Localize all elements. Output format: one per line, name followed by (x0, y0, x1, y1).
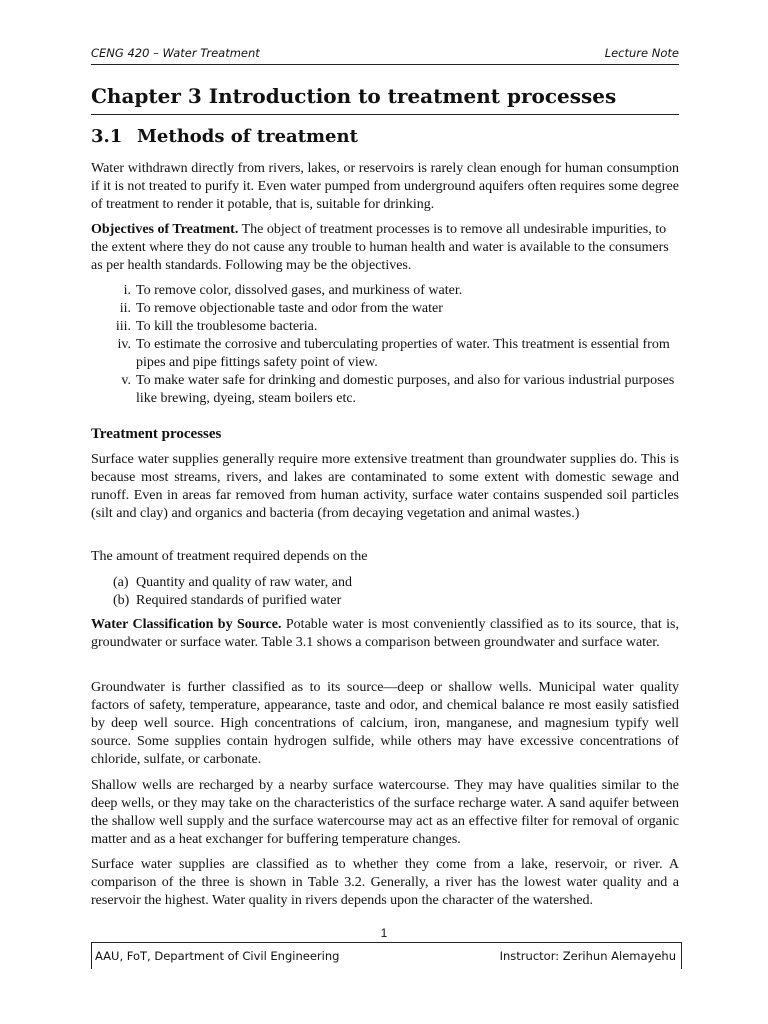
list-item (113, 574, 673, 592)
shallow-wells-text: Shallow wells are recharged by a nearby surface watercourse. They may have qualities similar to the deep wells, or they may take on the characteristics of the surface recharge water. A sand aquifer between the shallow well supply and the surface watercourse may act as an effective filter for removal of organic matter and as a heat exchanger for buffering temperature changes. (91, 778, 679, 847)
amount-text: The amount of treatment required depends on the (91, 549, 368, 564)
list-marker: i. (123, 283, 131, 298)
list-marker: iii. (115, 319, 131, 334)
classification-lead: Water Classification by Source. (91, 617, 282, 632)
footer-instructor: Instructor: Zerihun Alemayehu (499, 949, 676, 963)
amount-list (113, 574, 673, 610)
list-marker: (b) (113, 593, 130, 608)
groundwater-paragraph (91, 679, 679, 769)
surface-water-text: Surface water supplies are classified as to whether they come from a lake, reservoir, or river. A comparison of the three is shown in Table 3.2. Generally, a river has the lowest water quality and a reservoir the highest. Water quality in rivers depends upon the character of the watershed. (91, 857, 679, 908)
list-item-text: To remove objectionable taste and odor from the water (136, 301, 443, 316)
list-item-text: To kill the troublesome bacteria. (136, 319, 318, 334)
list-marker: (a) (113, 575, 129, 590)
classification-paragraph (91, 616, 679, 652)
treatment-heading: Treatment processes (91, 426, 222, 442)
surface-water-paragraph (91, 856, 679, 910)
list-item (91, 318, 679, 336)
list-item-text: To remove color, dissolved gases, and murkiness of water. (136, 283, 463, 298)
classification-text: Potable water is most conveniently classified as to its source, that is, groundwater or surface water. Table 3.1 shows a comparison between groundwater and surface water. (91, 617, 679, 650)
list-item-text: To estimate the corrosive and tuberculating properties of water. This treatment is essential from pipes and pipe fittings safety point of view. (136, 337, 670, 370)
list-marker: ii. (119, 301, 131, 316)
list-item (91, 300, 679, 318)
section-heading (91, 126, 358, 147)
list-item (113, 592, 673, 610)
list-item-text: Quantity and quality of raw water, and (136, 575, 352, 590)
list-item (91, 336, 679, 372)
treatment-text: Surface water supplies generally require more extensive treatment than groundwater supplies do. This is because most streams, rivers, and lakes are contaminated to some extent with domestic sewage and runoff. Even in areas far removed from human activity, surface water contains suspended soil particles (silt and clay) and organics and bacteria (from decaying vegetation and animal wastes.) (91, 452, 679, 521)
list-item (91, 372, 679, 408)
list-marker: v. (121, 373, 131, 388)
list-item-text: To make water safe for drinking and domestic purposes, and also for various industrial purposes like brewing, dyeing, steam boilers etc. (136, 373, 675, 406)
header-doc-type: Lecture Note (604, 46, 679, 60)
intro-text: Water withdrawn directly from rivers, lakes, or reservoirs is rarely clean enough for human consumption if it is not treated to purify it. Even water pumped from underground aquifers often requires some degree of treatment to render it potable, that is, suitable for drinking. (91, 161, 679, 212)
list-item (91, 282, 679, 300)
list-marker: iv. (117, 337, 131, 352)
header-course: CENG 420 – Water Treatment (91, 46, 260, 60)
page-number: 1 (380, 926, 388, 940)
objectives-list (91, 282, 679, 408)
intro-paragraph (91, 160, 679, 214)
objectives-lead: Objectives of Treatment. (91, 222, 239, 237)
groundwater-text: Groundwater is further classified as to its source—deep or shallow wells. Municipal water quality factors of safety, temperature, appearance, taste and odor, and chemical balance re most easily satisfied by deep well source. High concentrations of calcium, iron, manganese, and magnesium typify well source. Some supplies contain hydrogen sulfide, while others may have excessive concentrations of chloride, sulfate, or carbonate. (91, 680, 679, 767)
objectives-paragraph (91, 221, 679, 275)
chapter-title: Chapter 3 Introduction to treatment processes (91, 80, 679, 115)
amount-paragraph (91, 548, 679, 566)
footer-institution: AAU, FoT, Department of Civil Engineering (95, 949, 340, 963)
shallow-wells-paragraph (91, 777, 679, 849)
page-footer (91, 942, 682, 969)
section-title: Methods of treatment (137, 126, 358, 147)
objectives-text: The object of treatment processes is to remove all undesirable impurities, to the extent where they do not cause any trouble to human health and water is available to the consumers as per health standards. Following may be the objectives. (91, 222, 669, 273)
section-number: 3.1 (91, 126, 123, 147)
treatment-paragraph (91, 451, 679, 523)
list-item-text: Required standards of purified water (136, 593, 342, 608)
page-header (91, 46, 679, 65)
